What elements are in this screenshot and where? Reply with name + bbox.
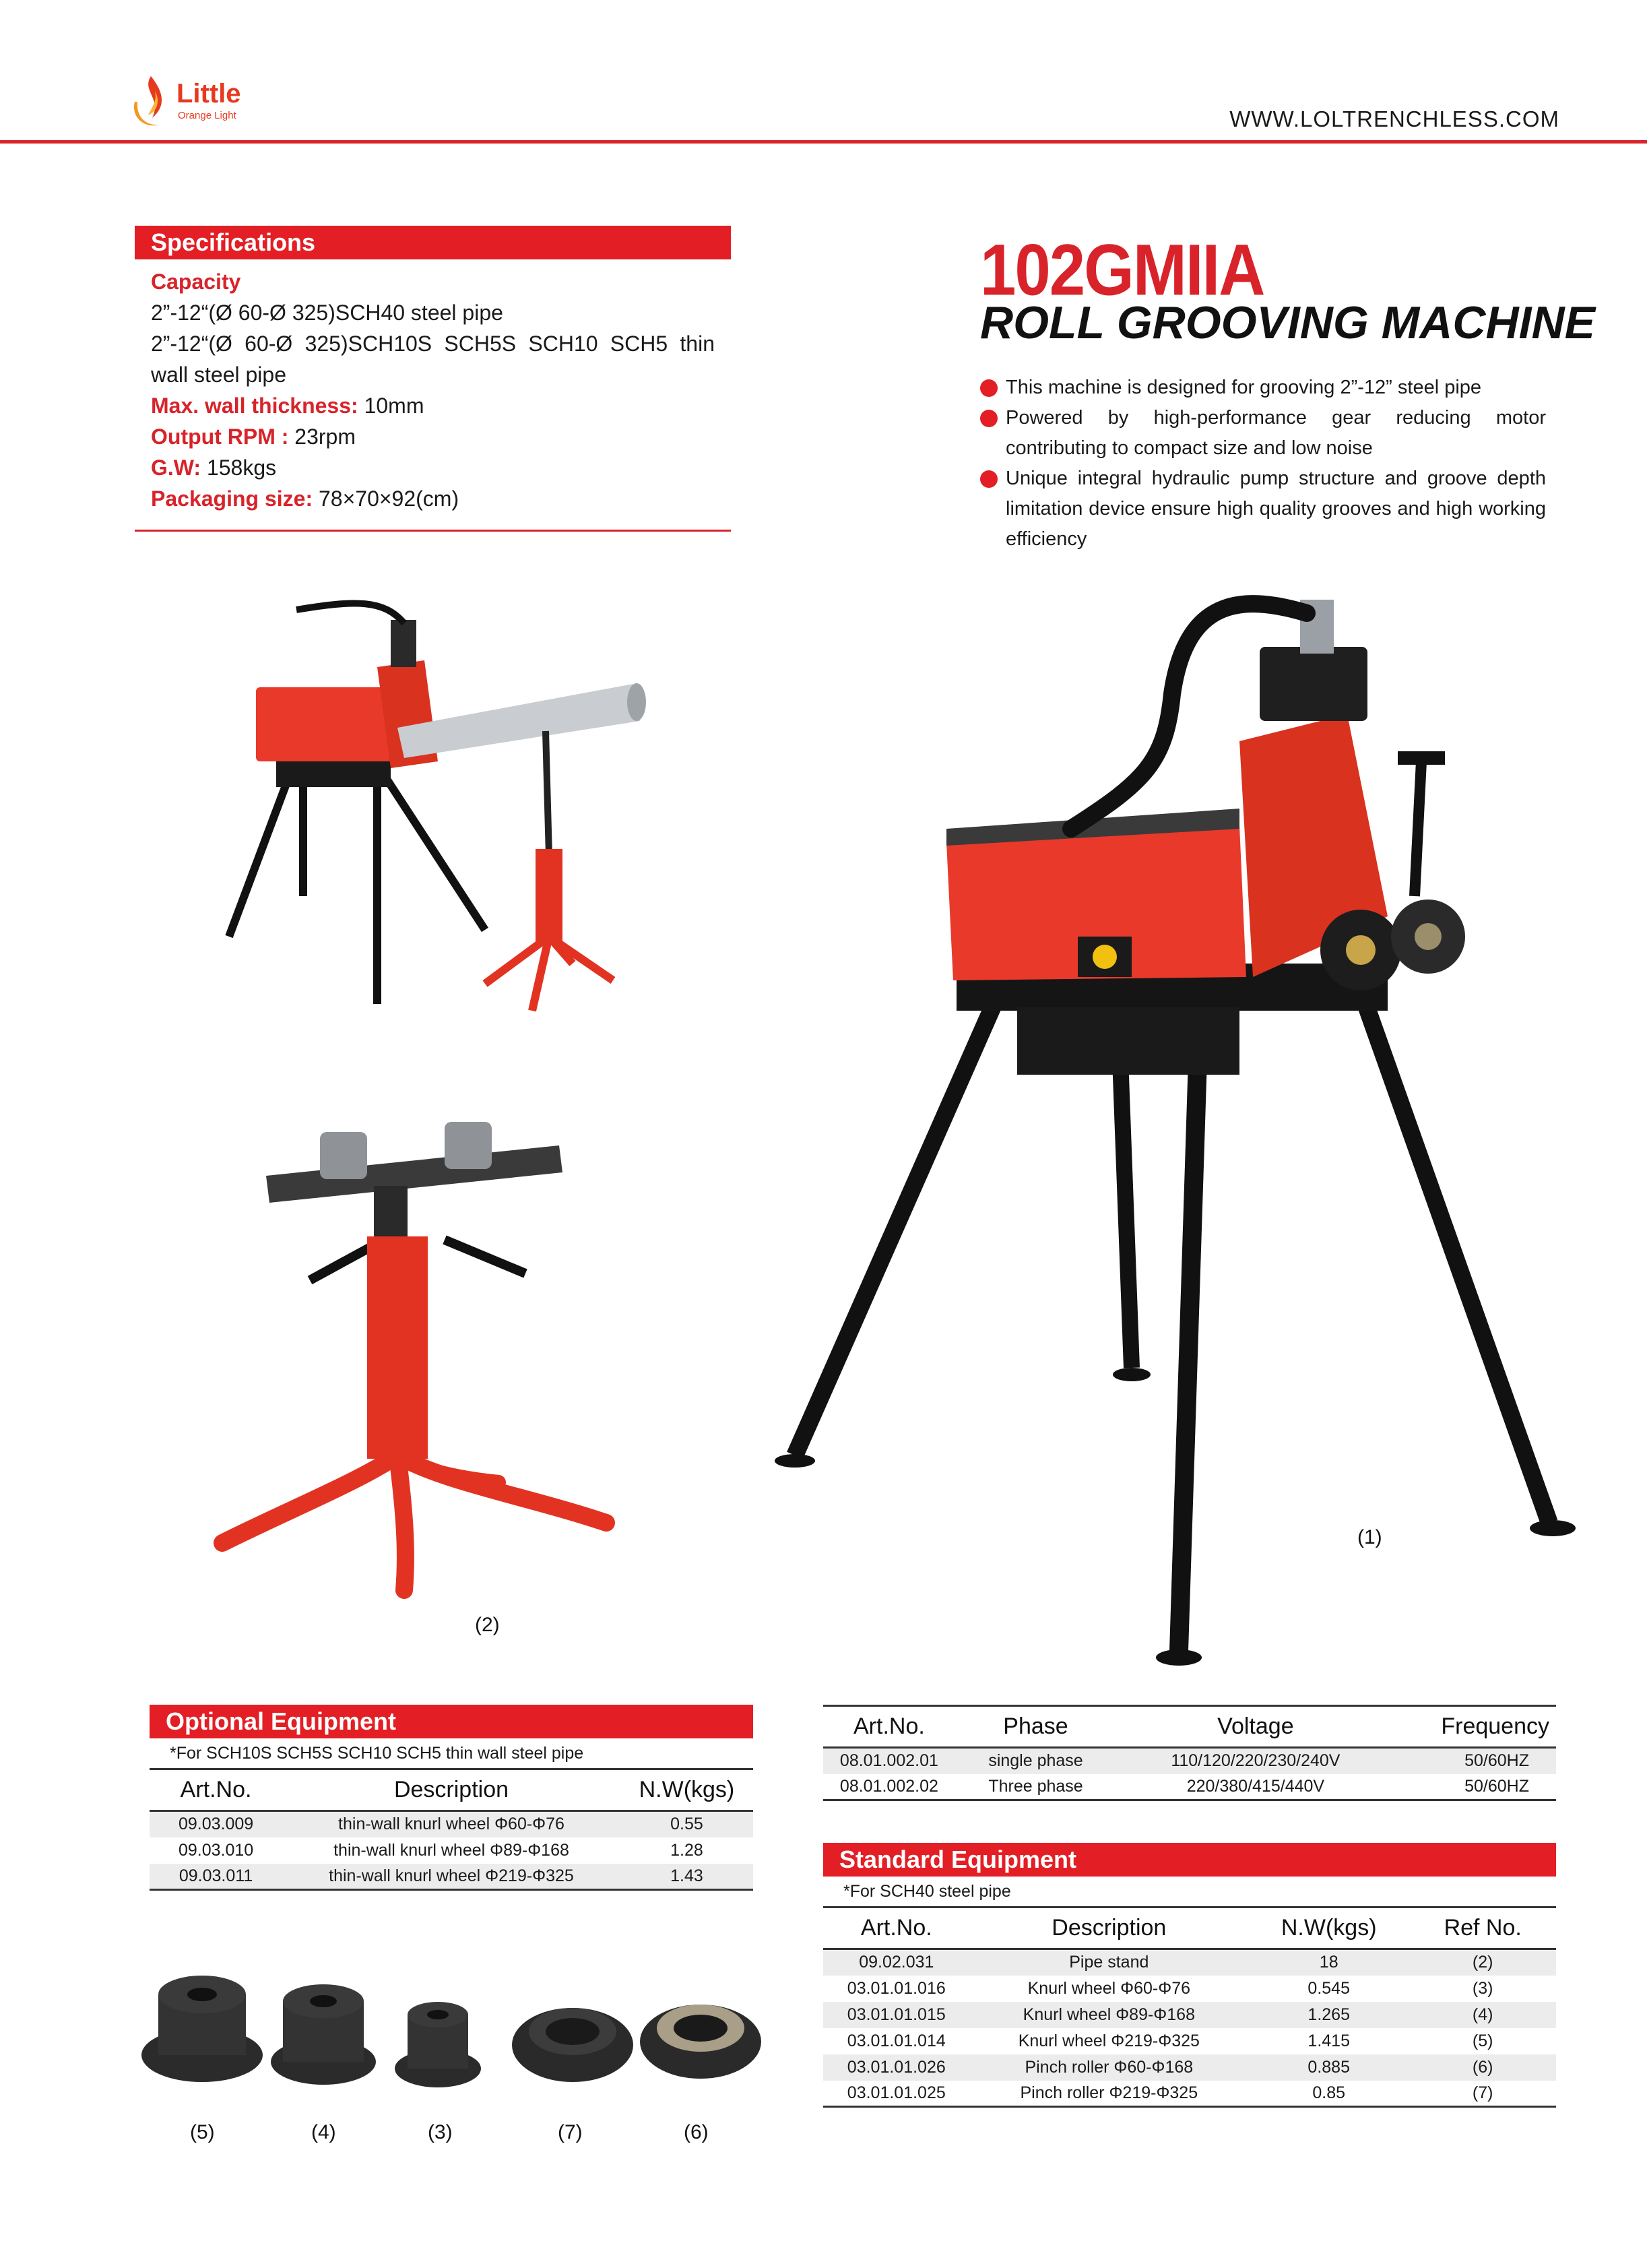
table-cell: 220/380/415/440V <box>1186 1776 1325 1796</box>
table-cell: 09.03.009 <box>150 1811 282 1837</box>
capacity-label: Capacity <box>151 270 241 294</box>
roll-grooving-machine-image <box>768 559 1596 1678</box>
table-cell: 03.01.01.025 <box>847 2083 946 2102</box>
stand-ref-label: (2) <box>475 1614 500 1636</box>
part-ref-label: (6) <box>684 2121 709 2143</box>
feature-list <box>980 373 1546 555</box>
knurl-wheels-image <box>135 1974 768 2129</box>
column-header: Frequency <box>1441 1713 1549 1739</box>
table-cell: 1.415 <box>1307 2031 1350 2050</box>
brand-tagline: Orange Light <box>178 110 236 121</box>
table-row <box>823 2081 1556 2107</box>
table-row <box>150 1837 753 1864</box>
column-header: Art.No. <box>860 1915 932 1941</box>
table-cell: 09.03.010 <box>178 1840 254 1860</box>
machine-ref-label: (1) <box>1357 1526 1382 1548</box>
spec-packaging <box>151 483 715 514</box>
table-cell: 03.01.01.026 <box>823 2054 970 2081</box>
table-cell: thin-wall knurl wheel Φ219-Φ325 <box>282 1864 620 1890</box>
optional-equipment-table <box>150 1768 753 1891</box>
table-row <box>823 1976 1556 2002</box>
table-cell: (2) <box>1409 1949 1556 1976</box>
table-row <box>823 2028 1556 2054</box>
feature-text: This machine is designed for grooving 2”-12” steel pipe <box>1006 377 1482 398</box>
table-header-row <box>823 1908 1556 1949</box>
table-cell: single phase <box>955 1748 1116 1774</box>
feature-item <box>980 373 1546 403</box>
machine-with-pipe-image <box>195 586 667 1017</box>
table-cell: 0.885 <box>1248 2054 1409 2081</box>
spec-output-rpm <box>151 421 715 452</box>
feature-text: Unique integral hydraulic pump structure and groove depth limitation device ensure high quality grooves and high working efficiency <box>1006 468 1546 550</box>
table-cell: 1.43 <box>620 1864 753 1890</box>
column-header: N.W(kgs) <box>639 1777 735 1802</box>
output-rpm-label: Output RPM : <box>151 424 289 449</box>
table-cell: Pinch roller Φ60-Φ168 <box>970 2054 1248 2081</box>
table-cell: thin-wall knurl wheel Φ60-Φ76 <box>282 1811 620 1837</box>
table-cell: (3) <box>1472 1978 1493 1998</box>
header-divider <box>0 140 1647 144</box>
electrical-spec-section <box>823 1705 1556 1801</box>
table-cell: 0.85 <box>1312 2083 1346 2102</box>
column-header: Voltage <box>1217 1713 1294 1739</box>
gross-weight-label: G.W: <box>151 455 201 480</box>
table-row <box>823 1748 1556 1774</box>
table-cell: 1.28 <box>670 1840 703 1860</box>
table-cell: 09.02.031 <box>823 1949 970 1976</box>
specifications-divider <box>135 530 731 532</box>
part-ref-label: (5) <box>190 2121 215 2143</box>
table-cell: Knurl wheel Φ89-Φ168 <box>970 2002 1248 2028</box>
table-cell: (4) <box>1409 2002 1556 2028</box>
column-header: Description <box>1052 1915 1167 1941</box>
standard-equipment-section <box>823 1843 1556 2108</box>
table-cell: Three phase <box>988 1776 1083 1796</box>
bullet-icon <box>980 379 998 397</box>
optional-equipment-note: *For SCH10S SCH5S SCH10 SCH5 thin wall steel pipe <box>170 1744 584 1763</box>
product-name: ROLL GROOVING MACHINE <box>980 297 1595 348</box>
feature-text: Powered by high-performance gear reducing motor contributing to compact size and low noise <box>1006 407 1546 459</box>
bullet-icon <box>980 410 998 427</box>
optional-equipment-heading: Optional Equipment <box>150 1705 753 1738</box>
table-cell: thin-wall knurl wheel Φ89-Φ168 <box>333 1840 569 1860</box>
gross-weight-value: 158kgs <box>201 455 277 480</box>
column-header: Description <box>393 1777 509 1802</box>
brand-logo <box>128 71 330 131</box>
table-cell: 50/60HZ <box>1395 1748 1556 1774</box>
table-cell: 0.545 <box>1307 1978 1350 1998</box>
specifications-heading: Specifications <box>135 226 731 259</box>
column-header: N.W(kgs) <box>1281 1915 1377 1941</box>
table-cell: Knurl wheel Φ219-Φ325 <box>1018 2031 1200 2050</box>
table-row <box>823 1949 1556 1976</box>
wall-thickness-label: Max. wall thickness: <box>151 393 358 418</box>
wall-thickness-value: 10mm <box>358 393 424 418</box>
flame-logo-icon <box>128 71 175 131</box>
table-cell: 09.03.011 <box>150 1864 282 1890</box>
pipe-stand-image <box>202 1105 626 1604</box>
table-cell: Pinch roller Φ219-Φ325 <box>1020 2083 1198 2102</box>
table-cell: 08.01.002.02 <box>839 1776 938 1796</box>
table-cell: 110/120/220/230/240V <box>1116 1748 1394 1774</box>
packaging-label: Packaging size: <box>151 486 313 511</box>
output-rpm-value: 23rpm <box>288 424 356 449</box>
packaging-value: 78×70×92(cm) <box>313 486 459 511</box>
column-header: Art.No. <box>180 1777 252 1802</box>
spec-wall-thickness <box>151 390 715 421</box>
standard-equipment-table <box>823 1906 1556 2108</box>
table-cell: (6) <box>1409 2054 1556 2081</box>
specifications-body <box>135 259 731 514</box>
bullet-icon <box>980 470 998 488</box>
optional-equipment-section <box>150 1705 753 1891</box>
standard-equipment-heading: Standard Equipment <box>823 1843 1556 1877</box>
table-cell: (5) <box>1472 2031 1493 2050</box>
specifications-panel <box>135 226 731 514</box>
table-cell: 03.01.01.015 <box>823 2002 970 2028</box>
feature-item <box>980 464 1546 555</box>
column-header: Art.No. <box>853 1713 925 1739</box>
table-cell: 08.01.002.01 <box>823 1748 955 1774</box>
capacity-line-1: 2”-12“(Ø 60-Ø 325)SCH40 steel pipe <box>151 301 503 325</box>
standard-equipment-note: *For SCH40 steel pipe <box>843 1882 1011 1901</box>
table-cell: 50/60HZ <box>1464 1776 1529 1796</box>
capacity-line-3: wall steel pipe <box>151 363 286 387</box>
spec-gross-weight <box>151 452 715 483</box>
capacity-line-2: 2”-12“(Ø 60-Ø 325)SCH10S SCH5S SCH10 SCH5 thin <box>151 332 715 356</box>
part-ref-label: (4) <box>311 2121 336 2143</box>
column-header: Ref No. <box>1444 1915 1522 1941</box>
table-cell: Pipe stand <box>970 1949 1248 1976</box>
website-url[interactable]: WWW.LOLTRENCHLESS.COM <box>1229 106 1559 131</box>
table-header-row <box>150 1769 753 1811</box>
table-cell: 18 <box>1248 1949 1409 1976</box>
table-header-row <box>823 1706 1556 1748</box>
table-row <box>823 1774 1556 1800</box>
brand-name: Little <box>176 79 241 108</box>
column-header: Phase <box>1003 1713 1068 1739</box>
table-cell: 0.55 <box>620 1811 753 1837</box>
part-ref-label: (3) <box>428 2121 453 2143</box>
table-row <box>150 1864 753 1890</box>
table-cell: 03.01.01.014 <box>847 2031 946 2050</box>
model-number: 102GMIIA <box>980 230 1264 311</box>
electrical-spec-table <box>823 1705 1556 1801</box>
part-ref-label: (7) <box>558 2121 583 2143</box>
table-cell: Knurl wheel Φ60-Φ76 <box>1027 1978 1191 1998</box>
table-cell: 1.265 <box>1248 2002 1409 2028</box>
table-row <box>823 2054 1556 2081</box>
table-cell: 03.01.01.016 <box>847 1978 946 1998</box>
table-cell: (7) <box>1472 2083 1493 2102</box>
table-row <box>150 1811 753 1837</box>
table-row <box>823 2002 1556 2028</box>
feature-item <box>980 403 1546 464</box>
